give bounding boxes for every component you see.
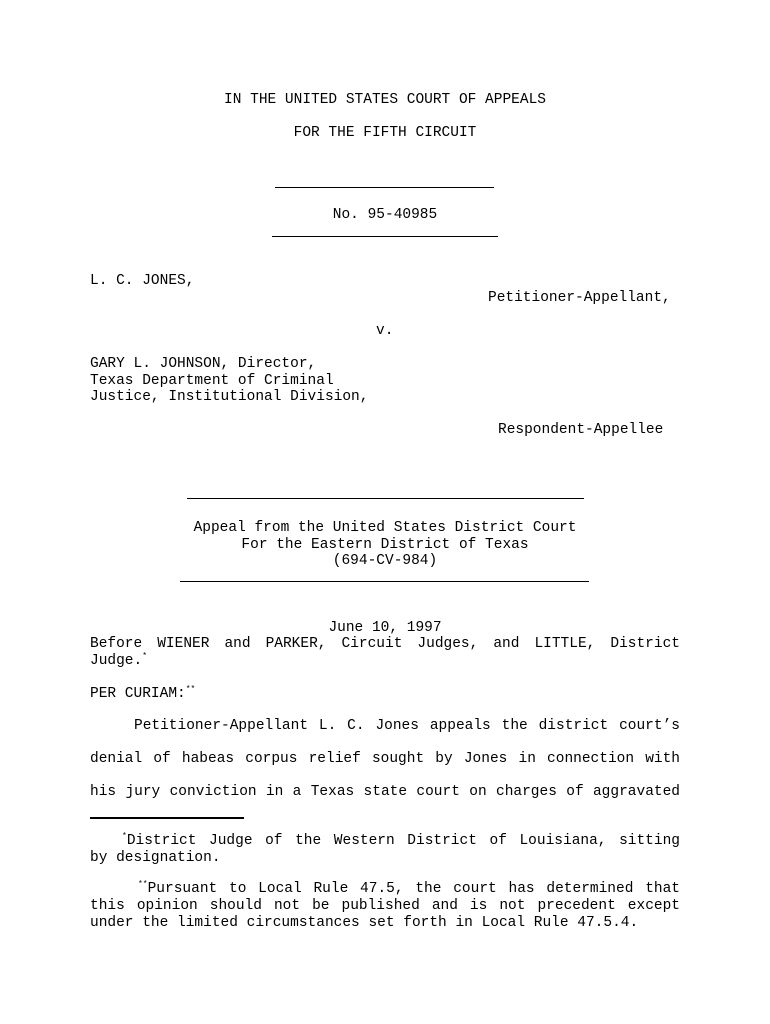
body-line: denial of habeas corpus relief sought by Jones in connection with xyxy=(90,751,680,767)
footnote-text: District Judge of the Western District of Louisiana, sitting xyxy=(126,833,680,849)
respondent-line: Justice, Institutional Division, xyxy=(90,389,369,405)
rule-case xyxy=(272,236,498,237)
rule-appeal-bottom xyxy=(180,581,589,582)
appeal-line: Appeal from the United States District Court xyxy=(193,520,577,536)
panel-line: Before WIENER and PARKER, Circuit Judges, and LITTLE, District xyxy=(90,636,680,652)
footnote-line: this opinion should not be published and is not precedent except xyxy=(90,898,680,914)
versus: v. xyxy=(376,323,394,339)
docket-number: (694-CV-984) xyxy=(332,553,438,569)
per-curiam-label: PER CURIAM: xyxy=(90,686,186,702)
footnote-line xyxy=(138,881,680,898)
respondent-line: Texas Department of Criminal xyxy=(90,373,334,389)
case-number: No. 95-40985 xyxy=(332,207,438,223)
respondent-role: Respondent-Appellee xyxy=(498,422,664,438)
petitioner-name: L. C. JONES, xyxy=(90,273,195,289)
footnote-line xyxy=(122,833,680,850)
circuit-title: FOR THE FIFTH CIRCUIT xyxy=(293,125,477,141)
body-line: Petitioner-Appellant L. C. Jones appeals the district court’s xyxy=(134,718,680,734)
court-title: IN THE UNITED STATES COURT OF APPEALS xyxy=(224,92,546,108)
footnote-marker: * xyxy=(122,832,127,841)
footnote-text: Pursuant to Local Rule 47.5, the court has determined that xyxy=(147,881,680,897)
panel-line-end xyxy=(90,653,147,670)
decision-date: June 10, 1997 xyxy=(328,620,442,636)
appeal-district: For the Eastern District of Texas xyxy=(241,537,529,553)
footnote-ref: ** xyxy=(185,685,196,694)
body-line: his jury conviction in a Texas state court on charges of aggravated xyxy=(90,784,680,800)
respondent-line: GARY L. JOHNSON, Director, xyxy=(90,356,317,372)
panel-judge-text: Judge. xyxy=(90,653,143,669)
footnote-ref: * xyxy=(142,652,148,661)
per-curiam xyxy=(90,686,195,703)
rule-appeal-top xyxy=(187,498,584,499)
footnote-line: by designation. xyxy=(90,850,221,866)
footnote-marker: ** xyxy=(138,880,148,889)
petitioner-role: Petitioner-Appellant, xyxy=(488,290,671,306)
footnote-divider xyxy=(90,817,244,819)
footnote-line: under the limited circumstances set forth in Local Rule 47.5.4. xyxy=(90,915,639,931)
rule-top xyxy=(275,187,494,188)
